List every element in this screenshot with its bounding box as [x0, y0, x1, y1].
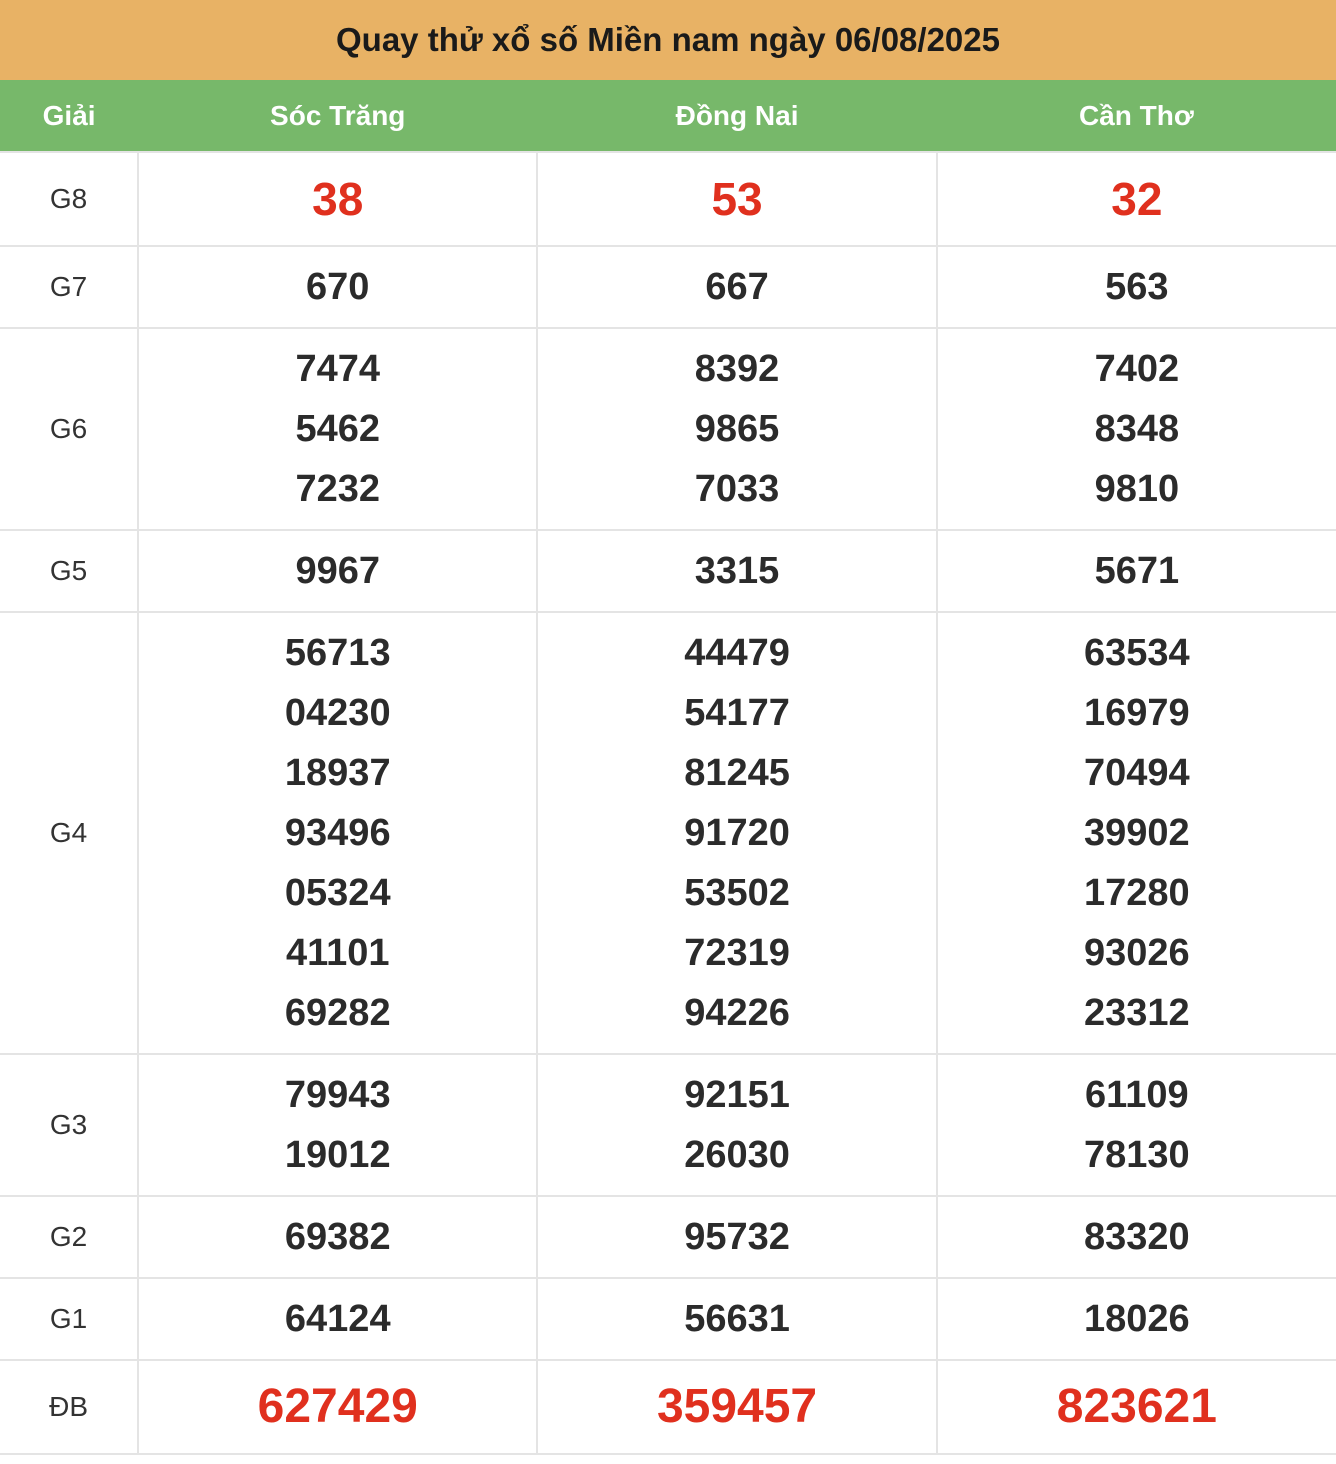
table-row	[0, 246, 1336, 328]
table-header-row	[0, 80, 1336, 152]
table-row	[0, 1054, 1336, 1196]
result-number: 39902	[1084, 812, 1190, 854]
result-number: 38	[312, 173, 364, 225]
prize-label: G4	[0, 612, 138, 1054]
jackpot-number: 359457	[656, 1380, 818, 1433]
result-number: 44479	[684, 632, 790, 674]
results-table	[0, 80, 1336, 1455]
result-cell	[937, 1196, 1336, 1278]
result-number: 26030	[684, 1134, 790, 1176]
result-number: 61109	[1085, 1074, 1189, 1116]
result-number: 9865	[694, 408, 780, 450]
result-number: 94226	[684, 992, 790, 1034]
result-number: 8348	[1094, 408, 1180, 450]
result-cell	[937, 328, 1336, 530]
result-number: 667	[705, 266, 769, 308]
result-number: 93026	[1084, 932, 1190, 974]
result-number: 16979	[1084, 692, 1190, 734]
result-cell	[138, 530, 537, 612]
result-cell	[138, 152, 537, 246]
result-number: 70494	[1084, 752, 1190, 794]
result-number: 93496	[284, 812, 391, 854]
result-number: 563	[1105, 266, 1169, 308]
column-header-province[interactable]: Sóc Trăng	[270, 99, 406, 131]
result-cell	[537, 530, 936, 612]
prize-label: G2	[0, 1196, 138, 1278]
table-row	[0, 612, 1336, 1054]
result-number: 91720	[684, 812, 790, 854]
result-cell	[537, 246, 936, 328]
result-cell	[138, 328, 537, 530]
result-number: 17280	[1084, 872, 1190, 914]
result-number: 83320	[1084, 1216, 1190, 1258]
result-number: 5671	[1094, 550, 1180, 592]
page-title: Quay thử xổ số Miền nam ngày 06/08/2025	[0, 0, 1336, 80]
result-number: 63534	[1084, 632, 1190, 674]
table-row	[0, 1196, 1336, 1278]
column-header-province[interactable]: Đồng Nai	[675, 99, 799, 131]
prize-label: G1	[0, 1278, 138, 1360]
result-number: 3315	[694, 550, 780, 592]
result-cell	[537, 1054, 936, 1196]
result-cell	[138, 1360, 537, 1454]
result-number: 53	[711, 173, 763, 225]
result-number: 69382	[284, 1216, 391, 1258]
result-cell	[138, 612, 537, 1054]
result-number: 18026	[1084, 1298, 1190, 1340]
result-number: 8392	[694, 348, 780, 390]
result-number: 23312	[1084, 992, 1190, 1034]
result-cell	[937, 246, 1336, 328]
result-number: 04230	[284, 692, 391, 734]
result-number: 05324	[284, 872, 391, 914]
result-number: 56713	[284, 632, 391, 674]
result-number: 9810	[1094, 468, 1180, 510]
result-cell	[138, 1054, 537, 1196]
result-number: 670	[306, 266, 370, 308]
result-cell	[937, 530, 1336, 612]
result-number: 69282	[284, 992, 391, 1034]
result-cell	[937, 612, 1336, 1054]
result-number: 9967	[295, 550, 381, 592]
prize-label: G8	[0, 152, 138, 246]
prize-label: G7	[0, 246, 138, 328]
result-number: 81245	[684, 752, 790, 794]
table-row	[0, 328, 1336, 530]
result-cell	[537, 1360, 936, 1454]
prize-label: G5	[0, 530, 138, 612]
result-number: 7033	[694, 468, 780, 510]
prize-label: G6	[0, 328, 138, 530]
result-number: 79943	[284, 1074, 391, 1116]
result-number: 92151	[684, 1074, 790, 1116]
table-row	[0, 152, 1336, 246]
result-number: 78130	[1084, 1134, 1190, 1176]
result-number: 32	[1111, 173, 1163, 225]
result-number: 18937	[284, 752, 391, 794]
result-number: 72319	[684, 932, 790, 974]
result-cell	[537, 1196, 936, 1278]
result-number: 64124	[284, 1298, 391, 1340]
result-cell	[937, 1054, 1336, 1196]
column-header-prize: Giải	[42, 99, 96, 131]
table-row-special	[0, 1360, 1336, 1454]
result-number: 7402	[1094, 348, 1180, 390]
result-number: 56631	[684, 1298, 790, 1340]
result-number: 54177	[684, 692, 790, 734]
result-number: 19012	[284, 1134, 391, 1176]
table-row	[0, 530, 1336, 612]
result-number: 95732	[684, 1216, 790, 1258]
result-cell	[937, 1360, 1336, 1454]
result-number: 7474	[295, 348, 381, 390]
result-cell	[537, 328, 936, 530]
result-cell	[138, 1278, 537, 1360]
result-cell	[537, 1278, 936, 1360]
result-cell	[537, 152, 936, 246]
table-row	[0, 1278, 1336, 1360]
prize-label: G3	[0, 1054, 138, 1196]
result-number: 41101	[285, 932, 390, 974]
jackpot-number: 627429	[257, 1380, 418, 1433]
column-header-province[interactable]: Cần Thơ	[1078, 99, 1194, 131]
result-cell	[937, 152, 1336, 246]
prize-label: ĐB	[0, 1360, 138, 1454]
result-cell	[138, 1196, 537, 1278]
result-cell	[138, 246, 537, 328]
result-number: 7232	[295, 468, 381, 510]
result-cell	[537, 612, 936, 1054]
result-cell	[937, 1278, 1336, 1360]
jackpot-number: 823621	[1056, 1380, 1217, 1433]
result-number: 5462	[295, 408, 381, 450]
result-number: 53502	[684, 872, 790, 914]
